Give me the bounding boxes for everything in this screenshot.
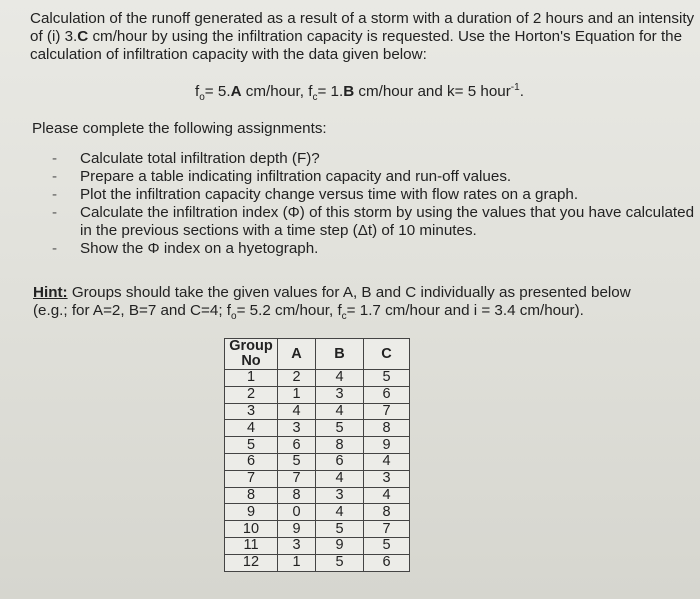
hint-text-2b: = 5.2 cm/hour, f <box>236 302 342 319</box>
table-row <box>225 521 410 538</box>
task-text: Calculate the infiltration index (Φ) of this storm by using the values that you have calculated <box>80 204 695 221</box>
hint-fc-subscript: c <box>341 311 347 323</box>
cell-a: 4 <box>278 403 316 420</box>
task-text: Plot the infiltration capacity change versus time with flow rates on a graph. <box>80 186 579 203</box>
cell-b: 5 <box>316 420 364 437</box>
task-item <box>52 240 694 258</box>
task-item <box>52 186 694 204</box>
fo-symbol: f <box>195 83 200 101</box>
cell-group: 1 <box>225 370 278 387</box>
task-text: Prepare a table indicating infiltration capacity and run-off values. <box>80 168 512 185</box>
fo-subscript: o <box>199 92 205 104</box>
cell-c: 3 <box>364 470 410 487</box>
cell-b: 9 <box>316 537 364 554</box>
cell-group: 10 <box>225 521 278 538</box>
intro-line-2-post: cm/hour by using the infiltration capacity is requested. Use the Horton's Equation for the <box>88 28 683 45</box>
task-text: Show the Φ index on a hyetograph. <box>80 240 319 257</box>
cell-a: 3 <box>278 420 316 437</box>
bullet-dash-icon: - <box>52 204 58 221</box>
cell-group: 9 <box>225 504 278 521</box>
header-a: A <box>278 339 316 370</box>
fc-label: cm/hour, f <box>241 83 313 101</box>
task-text: in the previous sections with a time step (Δt) of 10 minutes. <box>80 222 477 239</box>
formula-period: . <box>519 83 524 101</box>
cell-a: 6 <box>278 437 316 454</box>
intro-line-3: calculation of infiltration capacity with the data given below: <box>30 46 427 63</box>
bullet-dash-icon: - <box>52 240 58 257</box>
task-item <box>52 150 694 168</box>
table-row <box>225 487 410 504</box>
cell-group: 12 <box>225 554 278 571</box>
table-row <box>225 453 410 470</box>
cell-c: 7 <box>364 403 410 420</box>
task-list <box>52 150 694 258</box>
cell-c: 6 <box>364 386 410 403</box>
cell-b: 4 <box>316 370 364 387</box>
intro-line-1: Calculation of the runoff generated as a result of a storm with a duration of 2 hours and an intensity <box>30 10 695 27</box>
cell-c: 8 <box>364 420 410 437</box>
cell-a: 5 <box>278 453 316 470</box>
fc-subscript: c <box>312 92 318 104</box>
bullet-dash-icon: - <box>52 150 58 167</box>
cell-b: 5 <box>316 521 364 538</box>
assignments-title: Please complete the following assignments: <box>32 120 327 137</box>
cell-b: 4 <box>316 470 364 487</box>
hint-line-1 <box>33 284 631 302</box>
table-row <box>225 554 410 571</box>
cell-b: 8 <box>316 437 364 454</box>
task-item <box>52 168 694 186</box>
header-group-no: Group No <box>225 339 278 370</box>
cell-c: 6 <box>364 554 410 571</box>
header-c: C <box>364 339 410 370</box>
cell-group: 6 <box>225 453 278 470</box>
cell-c: 4 <box>364 453 410 470</box>
cell-group: 5 <box>225 437 278 454</box>
header-b: B <box>316 339 364 370</box>
cell-a: 3 <box>278 537 316 554</box>
cell-c: 5 <box>364 537 410 554</box>
cell-c: 4 <box>364 487 410 504</box>
fo-value-prefix: = 5. <box>204 83 231 101</box>
variable-b: B <box>343 83 355 101</box>
bullet-dash-icon: - <box>52 168 58 185</box>
cell-c: 9 <box>364 437 410 454</box>
cell-b: 5 <box>316 554 364 571</box>
cell-a: 1 <box>278 554 316 571</box>
cell-b: 3 <box>316 386 364 403</box>
table-row <box>225 437 410 454</box>
cell-b: 4 <box>316 504 364 521</box>
hint-paragraph <box>33 284 631 326</box>
table-header-row <box>225 339 410 370</box>
intro-line-2 <box>30 28 694 46</box>
k-label: cm/hour and k= 5 hour <box>354 83 511 101</box>
task-text: Calculate total infiltration depth (F)? <box>80 150 320 167</box>
cell-group: 4 <box>225 420 278 437</box>
cell-group: 2 <box>225 386 278 403</box>
intro-line-2-pre: of (i) 3. <box>30 28 78 45</box>
k-exponent: -1 <box>510 82 520 93</box>
hint-text-2a: (e.g.; for A=2, B=7 and C=4; f <box>33 302 231 319</box>
bullet-dash-icon: - <box>52 186 58 203</box>
task-item-continuation <box>52 222 694 240</box>
cell-a: 2 <box>278 370 316 387</box>
table-row <box>225 370 410 387</box>
hint-label: Hint: <box>33 284 68 301</box>
cell-group: 8 <box>225 487 278 504</box>
cell-group: 7 <box>225 470 278 487</box>
task-item <box>52 204 694 222</box>
cell-a: 1 <box>278 386 316 403</box>
cell-a: 0 <box>278 504 316 521</box>
cell-a: 7 <box>278 470 316 487</box>
cell-group: 3 <box>225 403 278 420</box>
hint-fo-subscript: o <box>231 311 237 323</box>
variable-a: A <box>230 83 242 101</box>
group-values-table <box>224 338 410 572</box>
cell-a: 8 <box>278 487 316 504</box>
cell-c: 7 <box>364 521 410 538</box>
table-row <box>225 386 410 403</box>
cell-b: 6 <box>316 453 364 470</box>
hint-text-2c: = 1.7 cm/hour and i = 3.4 cm/hour). <box>346 302 584 319</box>
hint-line-2 <box>33 302 631 326</box>
table-row <box>225 403 410 420</box>
hint-text-1: Groups should take the given values for A, B and C individually as presented below <box>67 284 631 301</box>
intro-paragraph <box>30 10 694 64</box>
intensity-variable-c: C <box>77 28 89 45</box>
table-row <box>225 470 410 487</box>
horton-parameters <box>195 82 524 103</box>
cell-c: 8 <box>364 504 410 521</box>
table-row <box>225 504 410 521</box>
cell-c: 5 <box>364 370 410 387</box>
cell-a: 9 <box>278 521 316 538</box>
fc-value-prefix: = 1. <box>317 83 344 101</box>
cell-b: 4 <box>316 403 364 420</box>
cell-b: 3 <box>316 487 364 504</box>
table-row <box>225 420 410 437</box>
cell-group: 11 <box>225 537 278 554</box>
table-row <box>225 537 410 554</box>
